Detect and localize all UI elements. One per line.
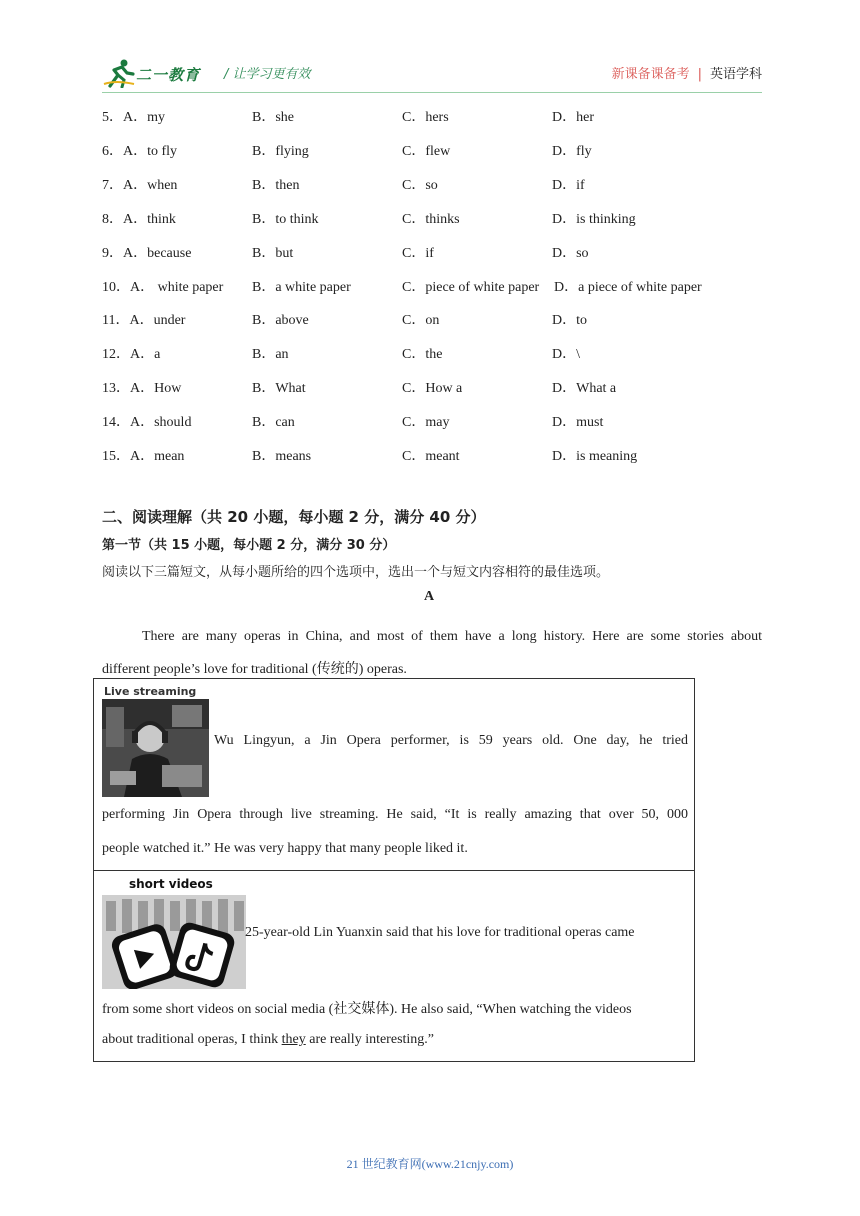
option-b: B．an: [252, 347, 289, 362]
option-a: 5．A．my: [102, 110, 165, 125]
option-row: [102, 106, 762, 126]
option-row: [102, 242, 762, 262]
option-b: B．flying: [252, 144, 309, 159]
option-row: [102, 208, 762, 228]
option-a: 15．A．mean: [102, 449, 185, 464]
page-header: [102, 55, 762, 93]
live-streaming-image: [102, 685, 209, 797]
option-row: [102, 174, 762, 194]
option-d: D．must: [552, 415, 604, 430]
option-a: 7．A．when: [102, 178, 178, 193]
short-videos-image: [102, 877, 246, 989]
option-a: 9．A．because: [102, 246, 192, 261]
option-d: D．so: [552, 246, 589, 261]
option-d: D．\: [552, 347, 580, 362]
option-a: 14．A．should: [102, 415, 192, 430]
header-divider: [102, 92, 762, 93]
option-b: B．she: [252, 110, 294, 125]
option-d: D．fly: [552, 144, 592, 159]
option-d: D．if: [552, 178, 585, 193]
option-c: C．so: [402, 178, 438, 193]
option-d: D．is thinking: [552, 212, 636, 227]
story2-line1: 25-year-old Lin Yuanxin said that his love for traditional operas came: [245, 925, 635, 940]
option-a: 12．A．a: [102, 347, 161, 362]
story1-line3: people watched it.” He was very happy that many people liked it.: [102, 841, 468, 856]
option-c: C．How a: [402, 381, 463, 396]
option-a: 8．A．think: [102, 212, 176, 227]
slogan: / 让学习更有效: [224, 67, 311, 82]
option-c: C．meant: [402, 449, 460, 464]
short-videos-label: short videos: [129, 877, 213, 891]
option-a: 10．A． white paper: [102, 280, 224, 295]
live-streaming-label: Live streaming: [104, 685, 197, 698]
story2-line3-before: about traditional operas, I think: [102, 1032, 282, 1047]
option-b: B．What: [252, 381, 306, 396]
table-row-divider: [94, 870, 694, 871]
passage-intro: [102, 620, 762, 686]
option-d: D．is meaning: [552, 449, 638, 464]
option-row: [102, 445, 762, 465]
header-separator: |: [697, 67, 702, 82]
option-c: C．on: [402, 313, 440, 328]
option-b: B．above: [252, 313, 309, 328]
option-c: C．flew: [402, 144, 451, 159]
underlined-word: they: [281, 1032, 306, 1047]
option-a: 6．A．to fly: [102, 144, 178, 159]
option-c: C．piece of white paper: [402, 280, 540, 295]
option-row: [102, 309, 762, 329]
option-a: 11．A．under: [102, 313, 186, 328]
option-b: B．then: [252, 178, 300, 193]
passage-label: A: [424, 589, 435, 604]
option-d: D．to: [552, 313, 587, 328]
option-c: C．if: [402, 246, 434, 261]
story2-line3: [102, 1032, 434, 1048]
option-b: B．a white paper: [252, 280, 351, 295]
option-d: D．her: [552, 110, 594, 125]
option-c: C．thinks: [402, 212, 460, 227]
option-row: [102, 377, 762, 397]
story-table: [93, 678, 695, 1062]
section-subtitle: 第一节（共 15 小题，每小题 2 分，满分 30 分）: [102, 538, 396, 553]
header-right: [612, 63, 762, 82]
page-footer: 21 世纪教育网(www.21cnjy.com): [346, 1157, 514, 1171]
option-b: B．can: [252, 415, 295, 430]
instruction-text: 阅读以下三篇短文，从每小题所给的四个选项中，选出一个与短文内容相符的最佳选项。: [102, 565, 610, 580]
option-row: [102, 343, 762, 363]
option-b: B．means: [252, 449, 312, 464]
passage-intro-line2: different people’s love for traditional (传统的) operas.: [102, 662, 407, 677]
option-row: [102, 140, 762, 160]
option-c: C．may: [402, 415, 450, 430]
option-d: D．What a: [552, 381, 617, 396]
logo-text: 二一教育: [136, 66, 201, 84]
option-c: C．the: [402, 347, 443, 362]
story1-line1: Wu Lingyun, a Jin Opera performer, is 59 years old. One day, he tried: [214, 733, 688, 748]
option-row: [102, 276, 762, 296]
option-d: D．a piece of white paper: [554, 280, 702, 295]
story1-line2: performing Jin Opera through live streaming. He said, “It is really amazing that over 50, 000: [102, 807, 688, 822]
story2-line3-after: are really interesting.”: [305, 1032, 435, 1047]
story2-line2: from some short videos on social media (社交媒体). He also said, “When watching the videos: [102, 1002, 632, 1017]
option-c: C．hers: [402, 110, 449, 125]
header-subject: 英语学科: [709, 67, 762, 82]
header-course-title: 新课备课备考: [611, 67, 690, 82]
logo: [102, 58, 212, 88]
option-b: B．to think: [252, 212, 319, 227]
option-row: [102, 411, 762, 431]
option-b: B．but: [252, 246, 294, 261]
runner-logo-icon: [102, 58, 136, 88]
option-a: 13．A．How: [102, 381, 182, 396]
passage-intro-line1: There are many operas in China, and most of them have a long history. Here are some stories about: [142, 629, 762, 644]
section-title: 二、阅读理解（共 20 小题，每小题 2 分，满分 40 分）: [102, 508, 486, 526]
